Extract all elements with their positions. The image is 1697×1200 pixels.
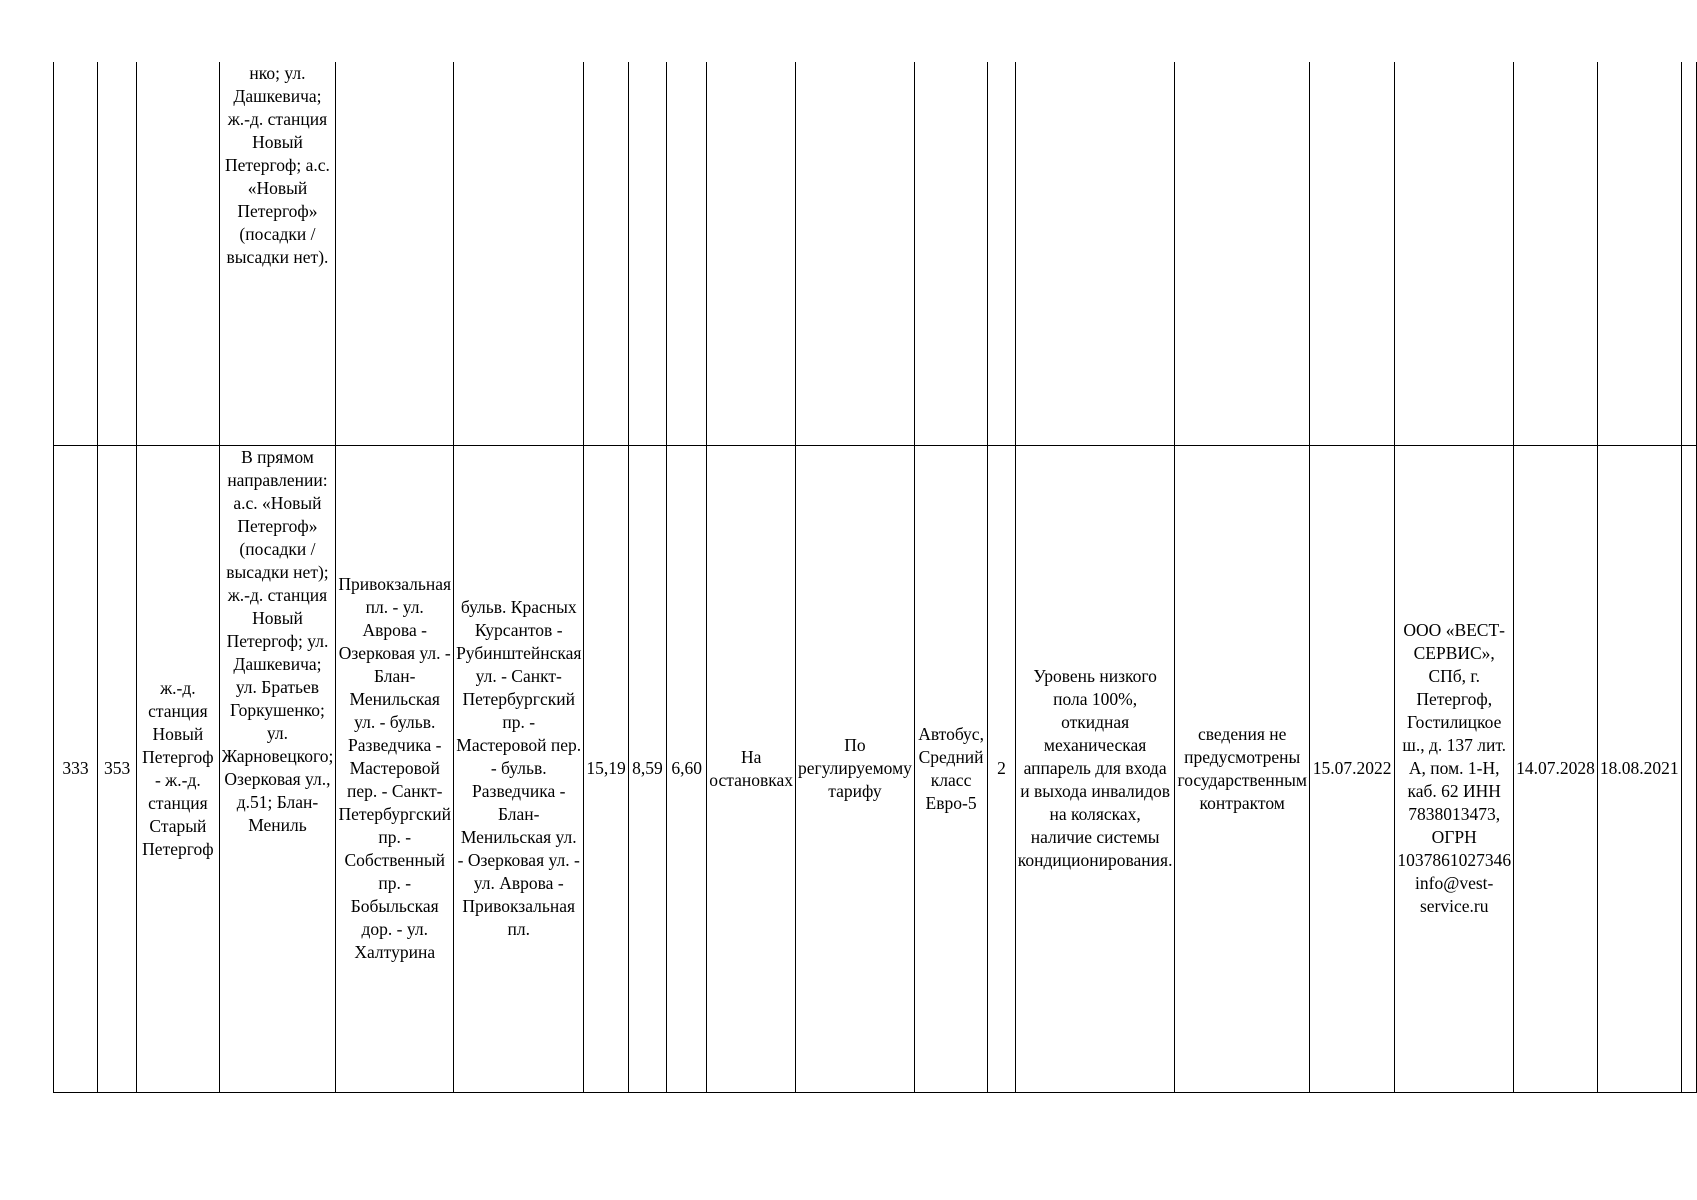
cell-empty [1395,62,1514,445]
cell-empty [54,62,98,445]
route-path-tail-text: нко; ул. Дашкевича; ж.-д. станция Новый Петергоф; а.с. «Новый Петергоф» (посадки /высадки нет). [224,63,330,267]
cell-streets-forward: Привокзальная пл. - ул. Аврова - Озерковая ул. - Блан-Менильская ул. - бульв. Разведчика - Мастеровой пер. - Санкт-Петербургский пр. - Собственный пр. - Бобыльская дор. - ул. Халтурина [336,445,454,1092]
cell-carrier: ООО «ВЕСТ-СЕРВИС», СПб, г. Петергоф, Гостилицкое ш., д. 137 лит. А, пом. 1-Н, каб. 62 ИНН 7838013473, ОГРН 1037861027346 info@vest-service.ru [1395,445,1514,1092]
cell-streets-backward: бульв. Красных Курсантов - Рубинштейнская ул. - Санкт-Петербургский пр. - Мастеровой пер. - бульв. Разведчика - Блан-Менильская ул. - Озерковая ул. - ул. Аврова - Привокзальная пл. [454,445,584,1092]
cell-empty [1681,62,1696,445]
cell-empty [1309,62,1394,445]
cell-vehicle-features: Уровень низкого пола 100%, откидная механическая аппарель для входа и выхода инвалидов на колясках, наличие системы кондиционирования. [1015,445,1175,1092]
route-registry-table [53,62,1697,1093]
cell-empty [584,62,628,445]
cell-empty [914,62,987,445]
cell-empty [988,62,1016,445]
cell-empty [707,62,796,445]
cell-empty [137,62,219,445]
cell-change-date: 18.08.2021 [1597,445,1681,1092]
cell-empty [1514,62,1598,445]
cell-empty [1015,62,1175,445]
cell-registry-number: 333 [54,445,98,1092]
cell-route-number: 353 [98,445,137,1092]
cell-empty [336,62,454,445]
cell-end-date: 14.07.2028 [1514,445,1598,1092]
cell-route-name: ж.-д. станция Новый Петергоф - ж.-д. станция Старый Петергоф [137,445,219,1092]
cell-empty [796,62,915,445]
cell-empty [1597,62,1681,445]
table-row [54,445,1697,1092]
stops-forward-text: В прямом направлении: а.с. «Новый Петергоф» (посадки /высадки нет); ж.-д. станция Новый Петергоф; ул. Дашкевича; ул. Братьев Горкушенко; ул. Жарновецкого; Озерковая ул., д.51; Блан-Мениль [221,446,334,835]
table-row-continuation [54,62,1697,445]
cell-notes [1681,445,1696,1092]
cell-vehicle-count: 2 [988,445,1016,1092]
cell-length-backward: 8,59 [628,445,666,1092]
cell-empty [628,62,666,445]
cell-route-path-tail [219,62,336,445]
cell-stops-forward [219,445,336,1092]
cell-empty [1175,62,1309,445]
cell-empty [454,62,584,445]
cell-boarding-order: На остановках [707,445,796,1092]
cell-vehicle-info: Автобус, Средний класс Евро-5 [914,445,987,1092]
cell-tariff-type: По регулируемому тарифу [796,445,915,1092]
cell-start-date: 15.07.2022 [1309,445,1394,1092]
cell-length-forward: 15,19 [584,445,628,1092]
cell-empty [98,62,137,445]
cell-length-other: 6,60 [666,445,706,1092]
cell-empty [666,62,706,445]
cell-contract-info: сведения не предусмотрены государственным контрактом [1175,445,1309,1092]
